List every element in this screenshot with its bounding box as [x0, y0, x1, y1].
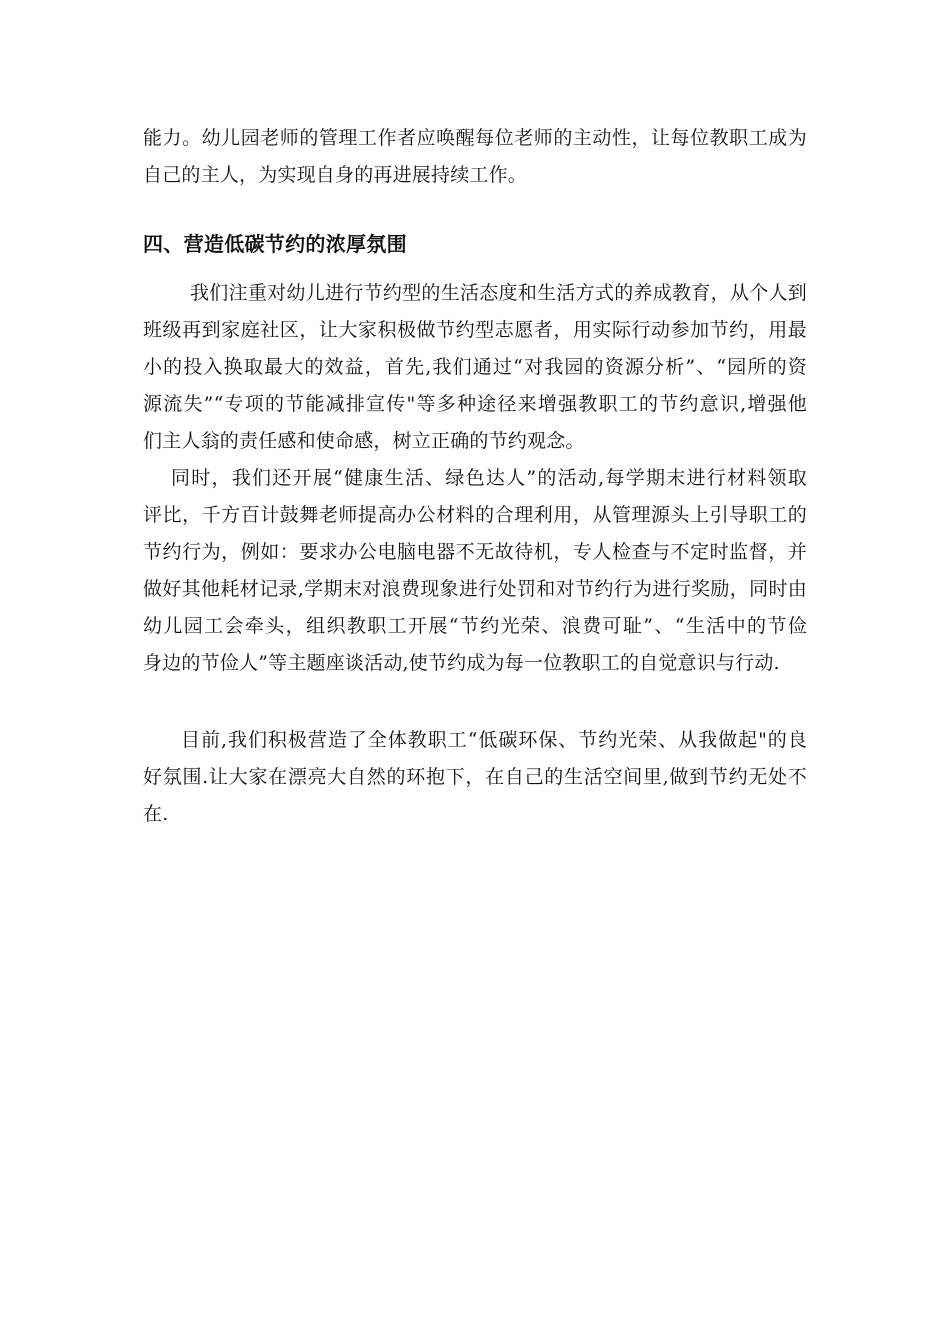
section-heading: 四、营造低碳节约的浓厚氛围: [143, 232, 407, 256]
paragraph-line: 同时，我们还开展“健康生活、绿色达人”的活动,每学期末进行材料领取: [171, 467, 807, 489]
paragraph-green-activities: [143, 460, 807, 682]
paragraph-line: 幼儿园工会牵头，组织教职工开展“节约光荣、浪费可耻”、“生活中的节俭: [143, 615, 807, 637]
paragraph-line: 好氛围.让大家在漂亮大自然的环抱下，在自己的生活空间里,做到节约无处不: [143, 766, 807, 788]
paragraph-line: 做好其他耗材记录,学期末对浪费现象进行处罚和对节约行为进行奖励，同时由: [143, 578, 807, 600]
paragraph-atmosphere: [143, 722, 807, 833]
paragraph-spacer: [143, 682, 807, 722]
paragraph-line: 源流失”“专项的节能减排宣传"等多种途径来增强教职工的节约意识,增强他: [143, 393, 807, 415]
paragraph-line: 身边的节俭人”等主题座谈活动,使节约成为每一位教职工的自觉意识与行动.: [143, 652, 780, 674]
paragraph-resource-saving: [143, 275, 807, 460]
document-page: [143, 120, 807, 833]
paragraph-line: 自己的主人，为实现自身的再进展持续工作。: [143, 164, 528, 186]
paragraph-line: 节约行为，例如：要求办公电脑电器不无故待机，专人检查与不定时监督，并: [143, 541, 807, 563]
paragraph-line: 们主人翁的责任感和使命感，树立正确的节约观念。: [143, 430, 585, 452]
paragraph-line: 能力。幼儿园老师的管理工作者应唤醒每位老师的主动性，让每位教职工成为: [143, 127, 807, 149]
paragraph-line: 目前,我们积极营造了全体教职工“低碳环保、节约光荣、从我做起"的良: [181, 729, 807, 751]
paragraph-line: 小的投入换取最大的效益，首先,我们通过“对我园的资源分析”、“园所的资: [143, 356, 807, 378]
paragraph-line: 评比，千方百计鼓舞老师提高办公材料的合理利用，从管理源头上引导职工的: [143, 504, 807, 526]
paragraph-line: 在.: [143, 803, 169, 825]
paragraph-line: 班级再到家庭社区，让大家积极做节约型志愿者，用实际行动参加节约，用最: [143, 319, 807, 341]
intro-paragraph: [143, 120, 807, 194]
paragraph-line: 我们注重对幼儿进行节约型的生活态度和生活方式的养成教育，从个人到: [190, 282, 807, 304]
